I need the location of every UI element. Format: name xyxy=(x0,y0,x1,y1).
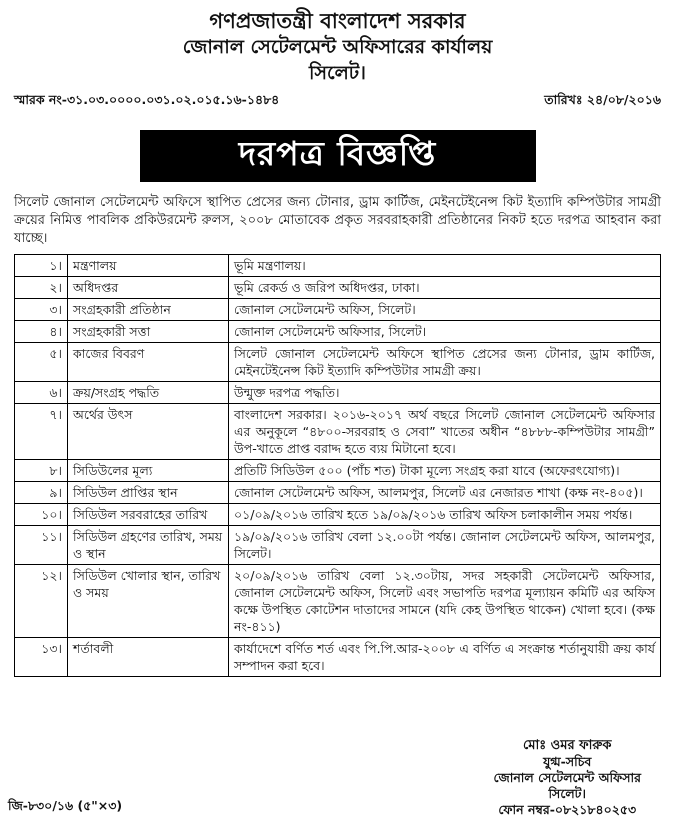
item-value: ভূমি রেকর্ড ও জরিপ অধিদপ্তর, ঢাকা। xyxy=(229,277,661,299)
signatory-city: সিলেট। xyxy=(548,786,586,801)
item-value: ২০/০৯/২০১৬ তারিখ বেলা ১২.৩০টায়, সদর সহকারী সেটেলমেন্ট অফিসার, জোনাল সেটেলমেন্ট অফিস, সিলেট এবং সভাপতি দরপত্র মূল্যায়ন কমিটি এর অফিস কক্ষে উপস্থিত কোটেশন দাতাদের সামনে (যদি কেহ উপস্থিত থাকেন) খোলা হবে। (কক্ষ নং-৪১১) xyxy=(229,565,661,638)
table-row xyxy=(15,460,661,482)
item-label: ক্রয়/সংগ্রহ পদ্ধতি xyxy=(68,382,229,404)
signatory-name: মোঃ ওমর ফারুক xyxy=(522,738,612,753)
item-label: সিডিউলের মূল্য xyxy=(68,460,229,482)
item-value: প্রতিটি সিডিউল ৫০০ (পাঁচ শত) টাকা মূল্যে সংগ্রহ করা যাবে (অফেরৎযোগ্য)। xyxy=(229,460,661,482)
item-label: কাজের বিবরণ xyxy=(68,343,229,382)
item-label: সিডিউল সরবরাহের তারিখ xyxy=(68,504,229,526)
item-label: সংগ্রহকারী সত্তা xyxy=(68,321,229,343)
item-number: ৭। xyxy=(15,404,68,460)
table-row xyxy=(15,343,661,382)
item-value: জোনাল সেটেলমেন্ট অফিস, সিলেট। xyxy=(229,299,661,321)
item-number: ১৩। xyxy=(15,638,68,677)
header xyxy=(14,0,661,86)
table-row xyxy=(15,321,661,343)
gd-code: জি-৮৩০/১৬ (৫"×৩) xyxy=(8,798,123,813)
header-city: সিলেট। xyxy=(309,62,366,84)
table-row xyxy=(15,565,661,638)
item-value: জোনাল সেটেলমেন্ট অফিস, আলমপুর, সিলেট এর নেজারত শাখা (কক্ষ নং-৪০৫)। xyxy=(229,482,661,504)
notice-title-banner: দরপত্র বিজ্ঞপ্তি xyxy=(140,130,536,182)
item-label: সিডিউল প্রাপ্তির স্থান xyxy=(68,482,229,504)
item-label: মন্ত্রণালয় xyxy=(68,255,229,277)
item-number: ২। xyxy=(15,277,68,299)
item-number: ১২। xyxy=(15,565,68,638)
table-row xyxy=(15,482,661,504)
item-label: সিডিউল গ্রহণের তারিখ, সময় ও স্থান xyxy=(68,526,229,565)
item-number: ৪। xyxy=(15,321,68,343)
item-label: অধিদপ্তর xyxy=(68,277,229,299)
table-row xyxy=(15,299,661,321)
item-number: ১০। xyxy=(15,504,68,526)
item-label: সংগ্রহকারী প্রতিষ্ঠান xyxy=(68,299,229,321)
item-value: সিলেট জোনাল সেটেলমেন্ট অফিসে স্থাপিত প্রেসের জন্য টোনার, ড্রাম কার্টিজ, মেইনটেইনেন্স কিট ইত্যাদি কম্পিউটার সামগ্রী ক্রয়। xyxy=(229,343,661,382)
table-row xyxy=(15,504,661,526)
header-office: জোনাল সেটেলমেন্ট অফিসারের কার্যালয় xyxy=(182,36,493,58)
item-value: ১৯/০৯/২০১৬ তারিখ বেলা ১২.০০টা পর্যন্ত। জোনাল সেটেলমেন্ট অফিস, আলমপুর, সিলেট। xyxy=(229,526,661,565)
table-row xyxy=(15,255,661,277)
notice-date: তারিখঃ ২৪/০৮/২০১৬ xyxy=(544,92,661,107)
item-number: ৬। xyxy=(15,382,68,404)
item-label: সিডিউল খোলার স্থান, তারিখ ও সময় xyxy=(68,565,229,638)
signatory-phone: ফোন নম্বর-০৮২১৮৪০২৫৩ xyxy=(498,802,637,817)
table-row xyxy=(15,638,661,677)
tender-details-table xyxy=(14,254,661,677)
item-number: ৯। xyxy=(15,482,68,504)
table-row xyxy=(15,382,661,404)
item-number: ৩। xyxy=(15,299,68,321)
item-value: উন্মুক্ত দরপত্র পদ্ধতি। xyxy=(229,382,661,404)
item-value: বাংলাদেশ সরকার। ২০১৬-২০১৭ অর্থ বছরে সিলেট জোনাল সেটেলমেন্ট অফিসার এর অনুকূলে “৪৮০০-সরবরাহ ও সেবা” খাতের অধীন “৪৮৮৮-কম্পিউটার সামগ্রী” উপ-খাতে প্রাপ্ত বরাদ্দ হতে ব্যয় মিটানো হবে। xyxy=(229,404,661,460)
memo-number: স্মারক নং-৩১.০৩.০০০০.০৩১.০২.০১৫.১৬-১৪৮৪ xyxy=(14,92,280,107)
table-row xyxy=(15,526,661,565)
table-row xyxy=(15,404,661,460)
reference-row xyxy=(14,92,661,112)
signature-block xyxy=(493,738,641,818)
item-value: ভূমি মন্ত্রণালয়। xyxy=(229,255,661,277)
signatory-office: জোনাল সেটেলমেন্ট অফিসার xyxy=(493,770,641,785)
item-number: ৮। xyxy=(15,460,68,482)
item-value: কার্যাদেশে বর্ণিত শর্ত এবং পি.পি.আর-২০০৮ এ বর্ণিত এ সংক্রান্ত শর্তানুযায়ী ক্রয় কার্য সম্পাদন করা হবে। xyxy=(229,638,661,677)
item-value: ০১/০৯/২০১৬ তারিখ হতে ১৯/০৯/২০১৬ তারিখ অফিস চলাকালীন সময় পর্যন্ত। xyxy=(229,504,661,526)
table-row xyxy=(15,277,661,299)
item-number: ১। xyxy=(15,255,68,277)
item-label: শর্তাবলী xyxy=(68,638,229,677)
signatory-designation: যুগ্ম-সচিব xyxy=(543,754,592,769)
header-government: গণপ্রজাতন্ত্রী বাংলাদেশ সরকার xyxy=(209,9,466,33)
item-value: জোনাল সেটেলমেন্ট অফিসার, সিলেট। xyxy=(229,321,661,343)
item-label: অর্থের উৎস xyxy=(68,404,229,460)
item-number: ১১। xyxy=(15,526,68,565)
item-number: ৫। xyxy=(15,343,68,382)
intro-paragraph: সিলেট জোনাল সেটেলমেন্ট অফিসে স্থাপিত প্রেসের জন্য টোনার, ড্রাম কার্টিজ, মেইনটেইনেন্স কিট ইত্যাদি কম্পিউটার সামগ্রী ক্রয়ের নিমিত্ত পাবলিক প্রকিউরমেন্ট রুলস, ২০০৮ মোতাবেক প্রকৃত সরবরাহকারী প্রতিষ্ঠানের নিকট হতে দরপত্র আহবান করা যাচ্ছে। xyxy=(14,195,661,246)
